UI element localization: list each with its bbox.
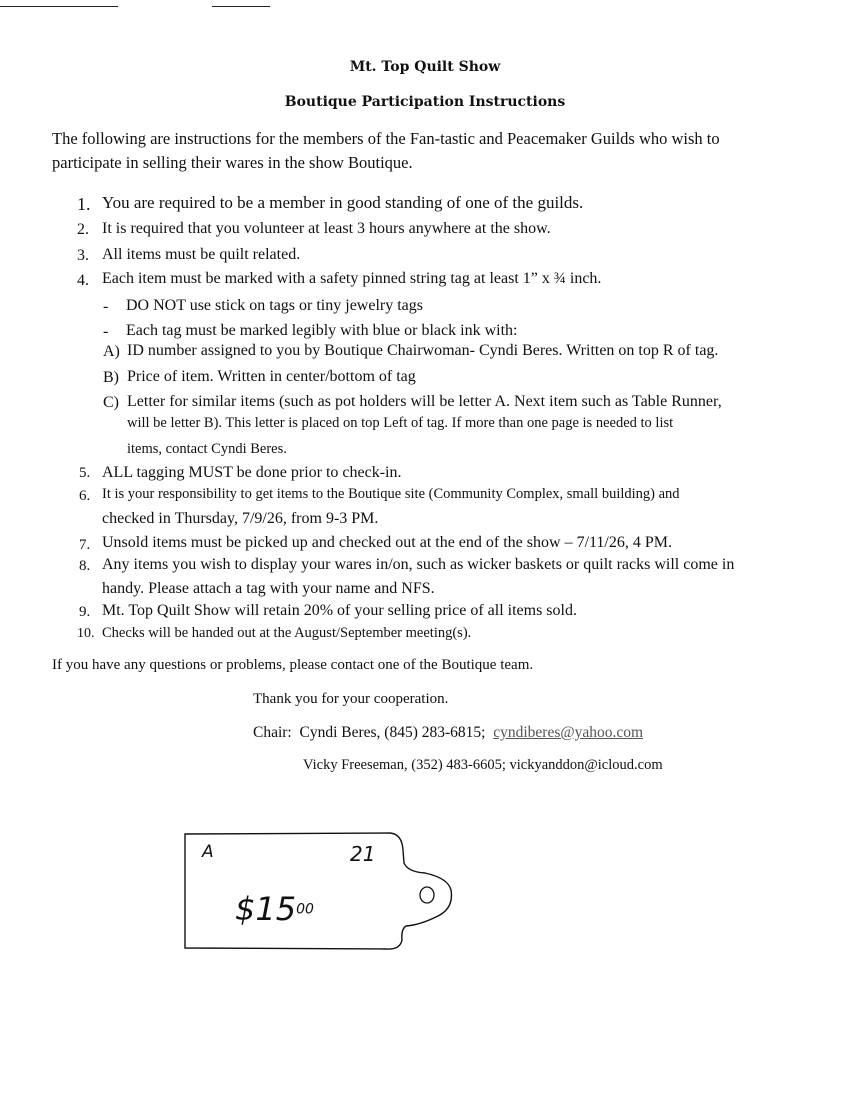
letter-mark: C) bbox=[103, 394, 119, 411]
item-text: You are required to be a member in good standing of one of the guilds. bbox=[102, 193, 584, 212]
tag-letter: A bbox=[202, 842, 214, 862]
co-contact bbox=[303, 757, 663, 774]
bullet-text: DO NOT use stick on tags or tiny jewelry tags bbox=[126, 297, 423, 314]
letter-text: Price of item. Written in center/bottom of tag bbox=[127, 368, 416, 385]
item-text: It is required that you volunteer at least 3 hours anywhere at the show. bbox=[102, 220, 551, 237]
chair-contact bbox=[253, 724, 643, 742]
item-text: Any items you wish to display your wares in/on, such as wicker baskets or quilt racks will come in bbox=[102, 556, 735, 573]
tag-price bbox=[235, 890, 314, 928]
item-text: Each item must be marked with a safety pinned string tag at least 1” x ¾ inch. bbox=[102, 270, 602, 287]
item-number: 9. bbox=[79, 604, 91, 620]
item-text: Mt. Top Quilt Show will retain 20% of your selling price of all items sold. bbox=[102, 602, 577, 619]
bullet-text: Each tag must be marked legibly with blue or black ink with: bbox=[126, 322, 518, 339]
item-text: ALL tagging MUST be done prior to check-in. bbox=[102, 464, 402, 481]
item-text: checked in Thursday, 7/9/26, from 9-3 PM. bbox=[102, 510, 379, 527]
letter-mark: B) bbox=[103, 369, 119, 386]
item-text: Unsold items must be picked up and checked out at the end of the show – 7/11/26, 4 PM. bbox=[102, 534, 672, 551]
chair-info: Cyndi Beres, (845) 283-6815; bbox=[299, 724, 486, 741]
letter-text: items, contact Cyndi Beres. bbox=[127, 441, 287, 457]
tag-price-dollars: $15 bbox=[235, 890, 297, 928]
letter-mark: A) bbox=[103, 343, 120, 360]
item-number: 4. bbox=[77, 272, 89, 289]
item-number: 8. bbox=[79, 558, 91, 574]
scan-rule-left bbox=[0, 6, 118, 7]
co-info: Vicky Freeseman, (352) 483-6605; bbox=[303, 757, 506, 773]
item-number: 6. bbox=[79, 488, 91, 504]
intro-line-1: The following are instructions for the members of the Fan-tastic and Peacemaker Guilds who wish to bbox=[52, 129, 720, 148]
item-number: 2. bbox=[77, 221, 89, 238]
item-text: It is your responsibility to get items to the Boutique site (Community Complex, small building) and bbox=[102, 486, 680, 502]
letter-text: ID number assigned to you by Boutique Chairwoman- Cyndi Beres. Written on top R of tag. bbox=[127, 342, 719, 359]
bullet-mark: - bbox=[103, 298, 109, 315]
document-subtitle: Boutique Participation Instructions bbox=[284, 94, 566, 110]
item-text: Checks will be handed out at the August/September meeting(s). bbox=[102, 625, 472, 641]
tag-price-cents: 00 bbox=[296, 901, 314, 918]
item-number: 7. bbox=[79, 537, 91, 553]
tag-hole-icon bbox=[420, 887, 434, 903]
scan-rule-middle bbox=[212, 6, 270, 7]
letter-text: will be letter B). This letter is placed on top Left of tag. If more than one page is needed to list bbox=[127, 415, 674, 431]
item-text: All items must be quilt related. bbox=[102, 246, 301, 263]
intro-line-2: participate in selling their wares in the show Boutique. bbox=[52, 153, 413, 172]
questions-note: If you have any questions or problems, please contact one of the Boutique team. bbox=[52, 657, 534, 673]
co-email[interactable]: vickyanddon@icloud.com bbox=[509, 757, 663, 773]
item-number: 10. bbox=[77, 626, 95, 641]
item-number: 1. bbox=[77, 194, 91, 214]
document-title: Mt. Top Quilt Show bbox=[349, 59, 501, 75]
bullet-mark: - bbox=[103, 323, 109, 340]
item-number: 5. bbox=[79, 465, 91, 481]
tag-example bbox=[180, 828, 460, 953]
tag-id-number: 21 bbox=[350, 842, 376, 866]
letter-text: Letter for similar items (such as pot holders will be letter A. Next item such as Table Runner, bbox=[127, 393, 722, 410]
chair-email-link[interactable]: cyndiberes@yahoo.com bbox=[493, 724, 644, 741]
chair-label: Chair: bbox=[253, 724, 292, 741]
item-text: handy. Please attach a tag with your name and NFS. bbox=[102, 580, 435, 597]
item-number: 3. bbox=[77, 247, 89, 264]
thanks-note: Thank you for your cooperation. bbox=[253, 691, 449, 707]
tag-outline-icon bbox=[180, 828, 460, 953]
